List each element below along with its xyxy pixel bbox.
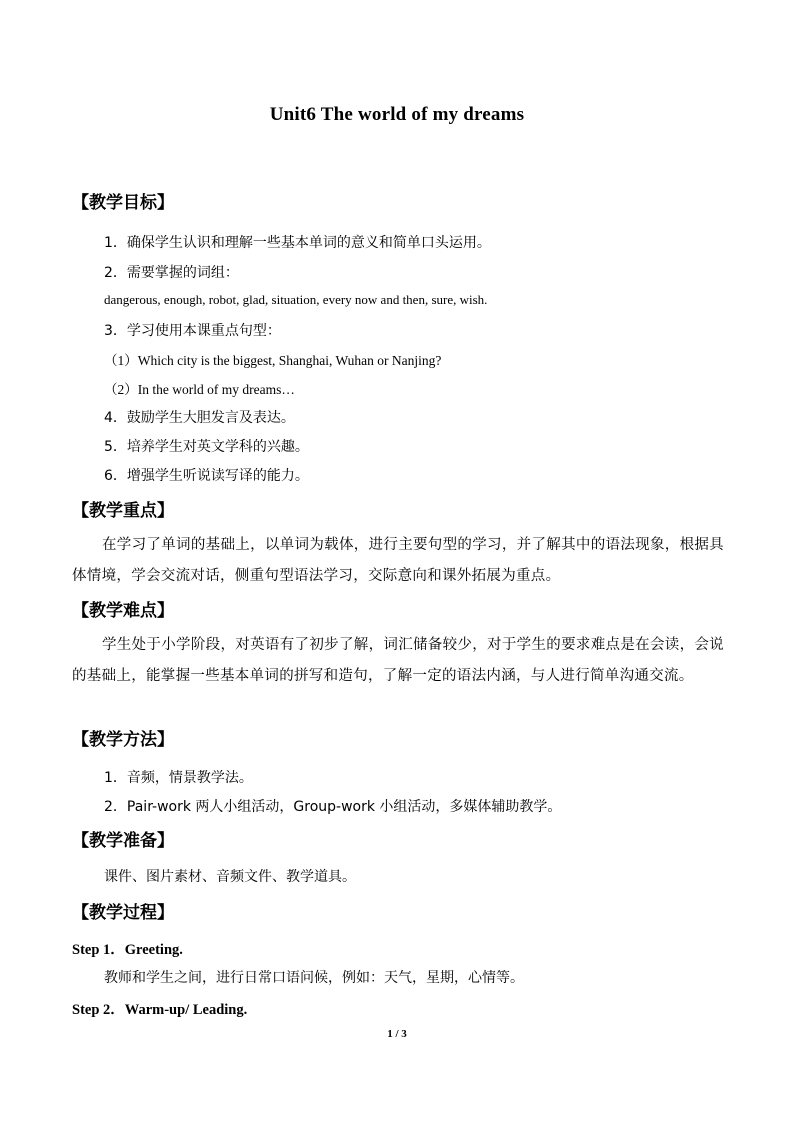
heading-process: 【教学过程】	[72, 903, 174, 923]
objective-item-5: 5．培养学生对英文学科的兴趣。	[104, 439, 309, 455]
page-indicator: 1 / 3	[387, 1028, 407, 1040]
objective-sentence-2: （2）In the world of my dreams…	[104, 382, 295, 397]
heading-key-points: 【教学重点】	[72, 501, 174, 521]
objective-item-3: 3．学习使用本课重点句型：	[104, 323, 281, 339]
objective-item-4: 4．鼓励学生大胆发言及表达。	[104, 410, 295, 426]
objective-item-6: 6．增强学生听说读写译的能力。	[104, 468, 309, 484]
step-1-label: Step 1．Greeting.	[72, 942, 183, 958]
objective-phrases: dangerous, enough, robot, glad, situation, every now and then, sure, wish.	[104, 292, 488, 307]
method-item-1: 1．音频，情景教学法。	[104, 770, 253, 786]
objective-item-1: 1．确保学生认识和理解一些基本单词的意义和简单口头运用。	[104, 235, 491, 251]
heading-objectives: 【教学目标】	[72, 193, 174, 213]
document-title: Unit6 The world of my dreams	[269, 104, 525, 125]
method-item-2: 2．Pair-work 两人小组活动，Group-work 小组活动，多媒体辅助教学。	[104, 799, 562, 815]
heading-methods: 【教学方法】	[72, 730, 174, 750]
key-points-text: 在学习了单词的基础上，以单词为载体，进行主要句型的学习，并了解其中的语法现象，根据具体情境，学会交流对话，侧重句型语法学习，交际意向和课外拓展为重点。	[72, 537, 724, 584]
step-1-text: 教师和学生之间，进行日常口语问候，例如：天气，星期，心情等。	[104, 970, 524, 986]
difficulties-text: 学生处于小学阶段，对英语有了初步了解，词汇储备较少，对于学生的要求难点是在会读，会说的基础上，能掌握一些基本单词的拼写和造句，了解一定的语法内涵，与人进行简单沟通交流。	[72, 637, 724, 684]
preparation-text: 课件、图片素材、音频文件、教学道具。	[104, 869, 356, 885]
objective-item-2: 2．需要掌握的词组：	[104, 265, 239, 281]
heading-preparation: 【教学准备】	[72, 831, 174, 851]
heading-difficulties: 【教学难点】	[72, 601, 174, 621]
objective-sentence-1: （1）Which city is the biggest, Shanghai, Wuhan or Nanjing?	[104, 353, 442, 368]
step-2-label: Step 2．Warm-up/ Leading.	[72, 1002, 248, 1018]
